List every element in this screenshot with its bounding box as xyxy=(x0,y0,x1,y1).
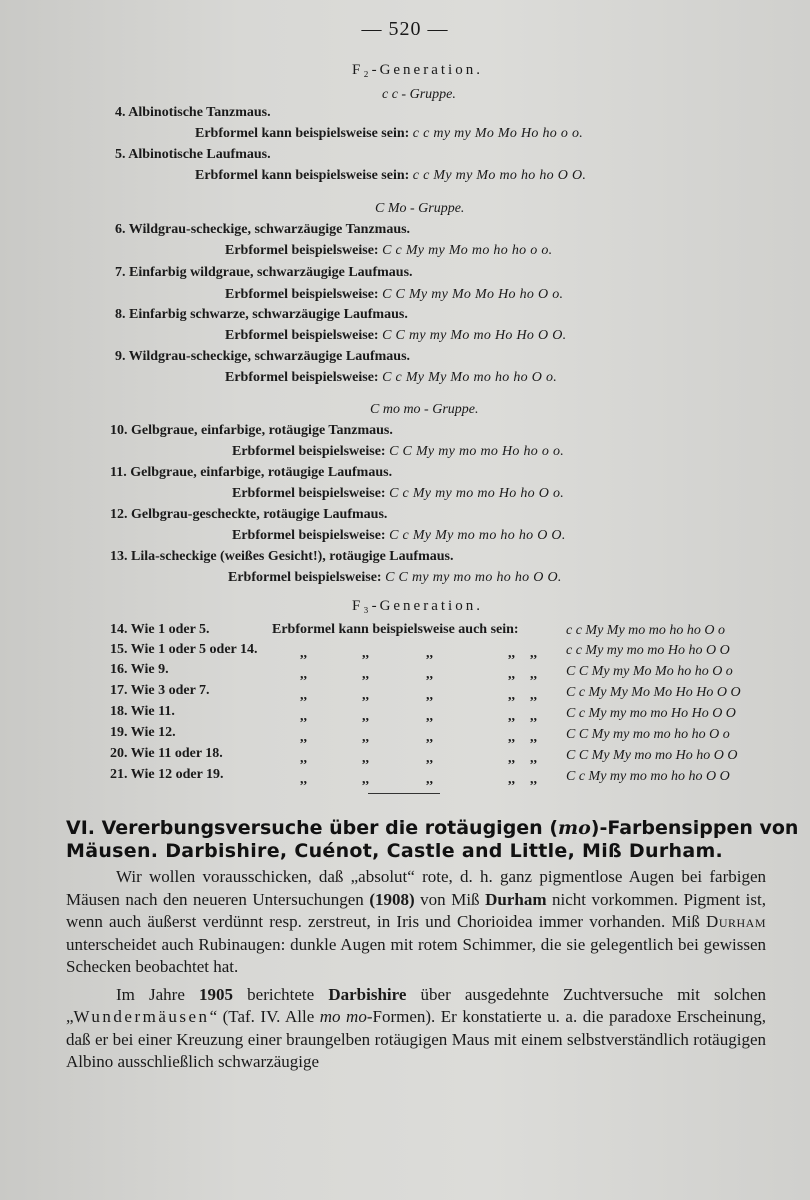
ditto-mark: ,, xyxy=(300,751,307,766)
group-title-cc: c c - Gruppe. xyxy=(382,87,456,102)
ditto-mark: ,, xyxy=(508,646,515,661)
ditto-mark: ,, xyxy=(508,688,515,703)
ditto-mark: ,, xyxy=(530,709,537,724)
entry-label-6: 6. Wildgrau-scheckige, schwarzäugige Tanzmaus. xyxy=(115,222,411,237)
group-title-cmo: C Mo - Gruppe. xyxy=(375,201,465,216)
page-number: — 520 — xyxy=(361,18,449,40)
ditto-mark: ,, xyxy=(362,667,369,682)
entry-formula-7: Erbformel beispielsweise: C C My my Mo Mo Ho ho O o. xyxy=(225,287,564,302)
f3-formula-20: C C My My mo mo Ho ho O O xyxy=(566,748,738,763)
entry-label-8: 8. Einfarbig schwarze, schwarzäugige Laufmaus. xyxy=(115,307,408,322)
ditto-mark: ,, xyxy=(426,709,433,724)
section-heading: VI. Vererbungsversuche über die rotäugigen (mo)-Farbensippen von xyxy=(66,817,799,839)
ditto-mark: ,, xyxy=(530,646,537,661)
ditto-mark: ,, xyxy=(362,646,369,661)
entry-label-11: 11. Gelbgraue, einfarbige, rotäugige Laufmaus. xyxy=(110,465,393,480)
ditto-mark: ,, xyxy=(530,730,537,745)
f3-generation-title: F₃-Generation. xyxy=(352,598,483,614)
f3-formula-15: c c My my mo mo Ho ho O O xyxy=(566,643,730,658)
ditto-mark: ,, xyxy=(530,751,537,766)
f3-label-20: 20. Wie 11 oder 18. xyxy=(110,746,223,761)
ditto-mark: ,, xyxy=(530,667,537,682)
f3-label-16: 16. Wie 9. xyxy=(110,662,169,677)
f3-formula-19: C C My my mo mo ho ho O o xyxy=(566,727,730,742)
entry-formula-10: Erbformel beispielsweise: C C My my mo mo Ho ho o o. xyxy=(232,444,565,459)
ditto-mark: ,, xyxy=(362,751,369,766)
entry-formula-9: Erbformel beispielsweise: C c My My Mo mo ho ho O o. xyxy=(225,370,558,385)
f3-formula-18: C c My my mo mo Ho Ho O O xyxy=(566,706,736,721)
entry-label-7: 7. Einfarbig wildgraue, schwarzäugige Laufmaus. xyxy=(115,265,413,280)
f2-generation-title: F₂-Generation. xyxy=(352,62,483,78)
ditto-mark: ,, xyxy=(362,772,369,787)
section-heading-line2: Mäusen. Darbishire, Cuénot, Castle and Little, Miß Durham. xyxy=(66,840,724,862)
entry-formula-8: Erbformel beispielsweise: C C my my Mo mo Ho Ho O O. xyxy=(225,328,567,343)
f3-prefix: Erbformel kann beispielsweise auch sein: xyxy=(272,622,519,637)
ditto-mark: ,, xyxy=(300,688,307,703)
ditto-mark: ,, xyxy=(508,730,515,745)
entry-label-9: 9. Wildgrau-scheckige, schwarzäugige Laufmaus. xyxy=(115,349,411,364)
group-title-cmomo: C mo mo - Gruppe. xyxy=(370,402,479,417)
f3-formula-16: C C My my Mo Mo ho ho O o xyxy=(566,664,733,679)
ditto-mark: ,, xyxy=(362,709,369,724)
ditto-mark: ,, xyxy=(508,772,515,787)
f3-label-21: 21. Wie 12 oder 19. xyxy=(110,767,224,782)
ditto-mark: ,, xyxy=(300,730,307,745)
ditto-mark: ,, xyxy=(426,751,433,766)
ditto-mark: ,, xyxy=(300,709,307,724)
ditto-mark: ,, xyxy=(426,646,433,661)
ditto-mark: ,, xyxy=(530,688,537,703)
entry-formula-11: Erbformel beispielsweise: C c My my mo mo Ho ho O o. xyxy=(232,486,565,501)
ditto-mark: ,, xyxy=(508,667,515,682)
section-divider xyxy=(368,793,440,794)
entry-formula-13: Erbformel beispielsweise: C C my my mo mo ho ho O O. xyxy=(228,570,562,585)
entry-formula-6: Erbformel beispielsweise: C c My my Mo mo ho ho o o. xyxy=(225,243,553,258)
f3-formula-21: C c My my mo mo ho ho O O xyxy=(566,769,730,784)
ditto-mark: ,, xyxy=(508,751,515,766)
f3-label-17: 17. Wie 3 oder 7. xyxy=(110,683,210,698)
f3-label-15: 15. Wie 1 oder 5 oder 14. xyxy=(110,642,258,657)
body-text xyxy=(66,866,766,1074)
entry-label-5: 5. Albinotische Laufmaus. xyxy=(115,147,271,162)
paragraph-2: Im Jahre 1905 berichtete Darbishire über ausgedehnte Zuchtversuche mit solchen „Wundermäusen“ (Taf. IV. Alle mo mo-Formen). Er konstatierte u. a. die paradoxe Erscheinung, daß er bei einer Kreuzung einer braungelben rotäugigen Maus mit einem selbstverständlich rotäugigen Albino ausschließlich schwarzäugige xyxy=(66,984,766,1071)
ditto-mark: ,, xyxy=(426,772,433,787)
f3-formula-14: c c My My mo mo ho ho O o xyxy=(566,623,726,638)
f3-label-18: 18. Wie 11. xyxy=(110,704,175,719)
ditto-mark: ,, xyxy=(362,688,369,703)
entry-label-13: 13. Lila-scheckige (weißes Gesicht!), rotäugige Laufmaus. xyxy=(110,549,454,564)
entry-label-12: 12. Gelbgrau-gescheckte, rotäugige Laufmaus. xyxy=(110,507,388,522)
ditto-mark: ,, xyxy=(530,772,537,787)
ditto-mark: ,, xyxy=(508,709,515,724)
f3-label-19: 19. Wie 12. xyxy=(110,725,176,740)
entry-formula-5: Erbformel kann beispielsweise sein: c c My my Mo mo ho ho O O. xyxy=(195,168,587,183)
entry-label-10: 10. Gelbgraue, einfarbige, rotäugige Tanzmaus. xyxy=(110,423,393,438)
f3-formula-17: C c My My Mo Mo Ho Ho O O xyxy=(566,685,741,700)
ditto-mark: ,, xyxy=(362,730,369,745)
entry-formula-12: Erbformel beispielsweise: C c My My mo mo ho ho O O. xyxy=(232,528,566,543)
ditto-mark: ,, xyxy=(300,646,307,661)
ditto-mark: ,, xyxy=(426,730,433,745)
ditto-mark: ,, xyxy=(426,688,433,703)
entry-formula-4: Erbformel kann beispielsweise sein: c c my my Mo Mo Ho ho o o. xyxy=(195,126,584,141)
f3-label-14: 14. Wie 1 oder 5. xyxy=(110,622,210,637)
ditto-mark: ,, xyxy=(300,667,307,682)
paragraph-1: Wir wollen vorausschicken, daß „absolut“ rote, d. h. ganz pigmentlose Augen bei farbigen Mäusen nach den neueren Untersuchungen (1908) von Miß Durham nicht vorkommen. Pigment ist, wenn auch äußerst verdünnt resp. zerstreut, in Iris und Chorioidea immer vorhanden. Miß Durham unterscheidet auch Rubinaugen: dunkle Augen mit rotem Schimmer, die sie gelegentlich bei gewissen Schecken beobachtet hat. xyxy=(66,867,766,976)
entry-label-4: 4. Albinotische Tanzmaus. xyxy=(115,105,271,120)
ditto-mark: ,, xyxy=(426,667,433,682)
ditto-mark: ,, xyxy=(300,772,307,787)
